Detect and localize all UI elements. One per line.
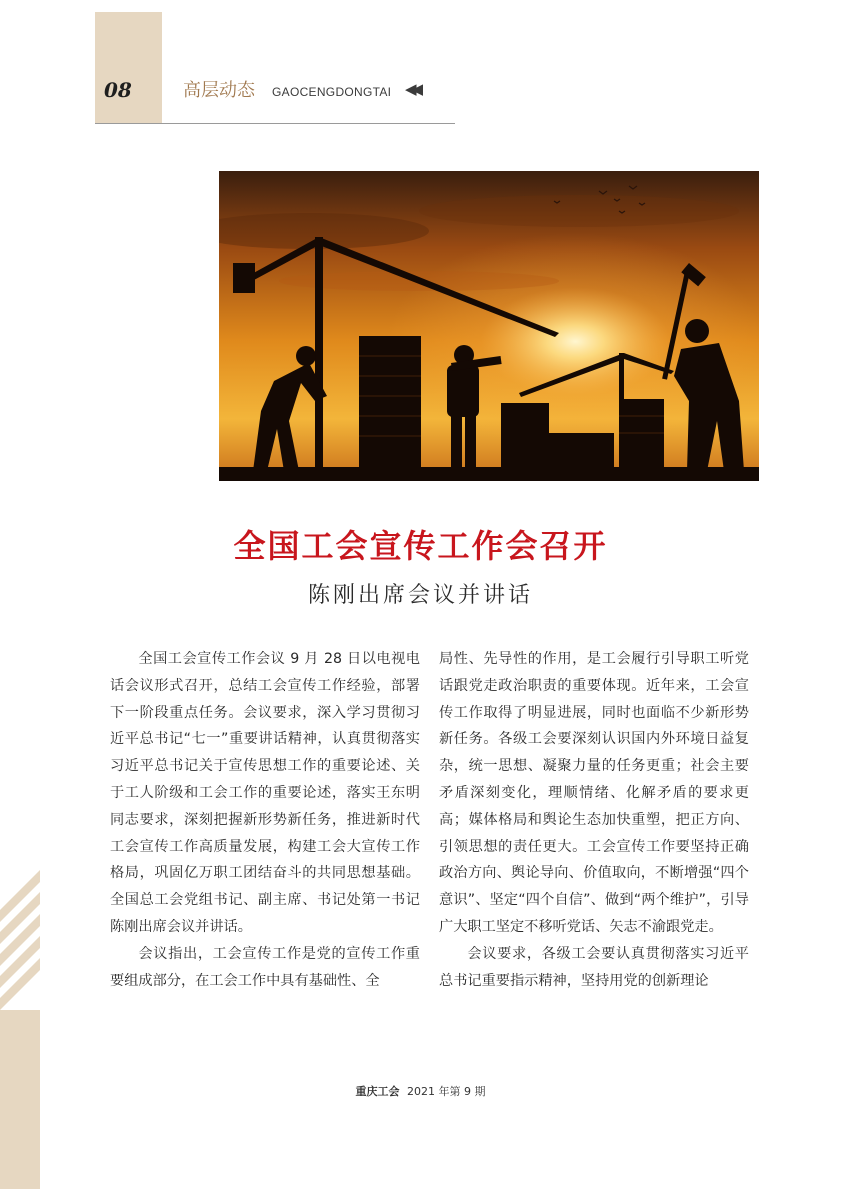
header-tab: [95, 12, 162, 124]
header-divider: [95, 123, 455, 124]
article-column-right: [439, 646, 749, 994]
paragraph: 全国工会宣传工作会议 9 月 28 日以电视电话会议形式召开，总结工会宣传工作经验，部署下一阶段重点任务。会议要求，深入学习贯彻习近平总书记“七一”重要讲话精神，认真贯彻落实习近平总书记关于宣传思想工作的重要论述、关于工人阶级和工会工作的重要论述，落实王东明同志要求，深刻把握新形势新任务，推进新时代工会宣传工作高质量发展，构建工会大宣传工作格局，巩固亿万职工团结奋斗的共同思想基础。全国总工会党组书记、副主席、书记处第一书记陈刚出席会议并讲话。: [110, 651, 420, 935]
paragraph: 会议要求，各级工会要认真贯彻落实习近平总书记重要指示精神，坚持用党的创新理论: [439, 945, 749, 989]
issue-label: 2021 年第 9 期: [407, 1085, 486, 1098]
paragraph: 局性、先导性的作用，是工会履行引导职工听党话跟党走政治职责的重要体现。近年来，工会宣传工作取得了明显进展，同时也面临不少新形势新任务。各级工会要深刻认识国内外环境日益复杂，统一思想、凝聚力量的任务更重；社会主要矛盾深刻变化，理顺情绪、化解矛盾的要求更高；媒体格局和舆论生态加快重塑，把正方向、引领思想的责任更大。工会宣传工作要坚持正确政治方向、舆论导向、价值取向，不断增强“四个意识”、坚定“四个自信”、做到“两个维护”，引导广大职工坚定不移听党话、矢志不渝跟党走。: [439, 651, 749, 935]
paragraph: 会议指出，工会宣传工作是党的宣传工作重要组成部分，在工会工作中具有基础性、全: [110, 945, 420, 989]
article-column-left: [110, 646, 420, 994]
page-number: 08: [104, 78, 132, 102]
article-title: 全国工会宣传工作会召开: [233, 527, 608, 565]
decorative-stripes: [0, 870, 40, 1189]
article-subtitle: 陈刚出席会议并讲话: [307, 583, 533, 608]
section-title-en: GAOCENGDONGTAI: [272, 85, 392, 99]
double-left-arrow-icon: ◀◀: [405, 80, 419, 98]
page-footer: [0, 1083, 841, 1099]
magazine-name: 重庆工会: [355, 1085, 400, 1098]
section-title-cn: 高层动态: [183, 80, 255, 101]
construction-sunset-image: [219, 171, 759, 481]
